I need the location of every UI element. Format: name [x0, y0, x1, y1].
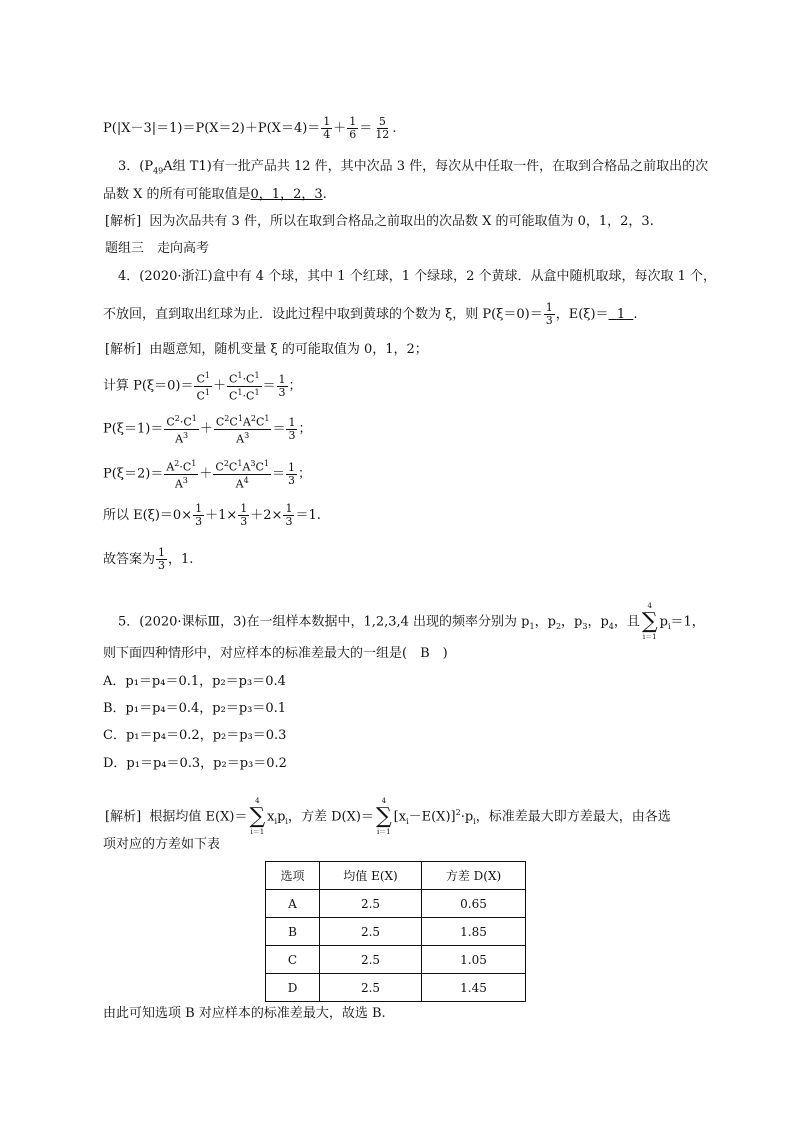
q5-option-b: B．p₁＝p₄＝0.4，p₂＝p₃＝0.1 — [103, 701, 287, 716]
group-heading: 题组三 走向高考 — [105, 241, 210, 256]
analysis-label: [解析] — [105, 214, 142, 229]
analysis-label: [解析] — [105, 809, 142, 825]
table-header: 选项 — [266, 862, 320, 890]
q4-line-1: 4．(2020·浙江)盒中有 4 个球，其中 1 个红球，1 个绿球，2 个黄球．从盒中随机取球，每次取 1 个， — [118, 269, 717, 284]
q4-answer: 故答案为 $\frac{1}{3}$ ，1. — [103, 546, 194, 572]
q5-conclusion: 由此可知选项 B 对应样本的标准差最大，故选 B. — [103, 1006, 386, 1021]
q4-answer-2: 1 — [616, 307, 626, 322]
q5-option-a: A．p₁＝p₄＝0.1，p₂＝p₃＝0.4 — [103, 674, 286, 689]
q3-answer: 0，1，2，3 — [250, 187, 323, 202]
q3-line-2: 品数 X 的所有可能取值是0，1，2，3. — [103, 187, 327, 202]
q3-line-1: 3．($P_{49}A$组 T1)有一批产品共 12 件，其中次品 3 件，每次从中任取一件，在取到合格品之前取出的次 — [118, 159, 709, 176]
table-cell: 2.5 — [320, 890, 422, 918]
fraction: $\frac{1}{6}$ — [349, 115, 357, 141]
q5-option-c: C．p₁＝p₄＝0.2，p₂＝p₃＝0.3 — [103, 728, 287, 743]
table-row — [266, 946, 526, 974]
fraction: $\frac{5}{12}$ — [375, 115, 390, 141]
table-cell: 0.65 — [422, 890, 526, 918]
table-header-row — [266, 862, 526, 890]
table-header: 方差 D(X) — [422, 862, 526, 890]
fraction: $\frac{1}{4}$ — [323, 115, 331, 141]
table-cell: B — [266, 918, 320, 946]
q5-line-1: 5．(2020·课标Ⅲ，3)在一组样本数据中，1,2,3,4 出现的频率分别为 $p_1$，$p_2$，$p_3$，$p_4$，且 4 ∑ i＝1 $p_i=1$， — [118, 602, 705, 641]
table-header: 均值 E(X) — [320, 862, 422, 890]
table-cell: 2.5 — [320, 974, 422, 1002]
table-row — [266, 918, 526, 946]
table-cell: A — [266, 890, 320, 918]
variance-table — [265, 861, 526, 1002]
table-cell: 1.85 — [422, 918, 526, 946]
q3-analysis: [解析] 因为次品共有 3 件，所以在取到合格品之前取出的次品数 X 的可能取值为 0，1，2，3. — [105, 214, 654, 229]
table-cell: C — [266, 946, 320, 974]
q4-line-2: 不放回，直到取出红球为止．设此过程中取到黄球的个数为 ξ，则 P(ξ＝0)＝ $\frac{1}{3}$ ，E(ξ)＝ 1 . — [103, 301, 638, 327]
sum-symbol: 4 ∑ i＝1 — [641, 602, 658, 641]
table-row — [266, 890, 526, 918]
q5-option-d: D．p₁＝p₄＝0.3，p₂＝p₃＝0.2 — [103, 756, 287, 771]
q4-analysis: [解析] 由题意知，随机变量 ξ 的可能取值为 0，1，2； — [105, 342, 428, 357]
eq-text: P(|X－3|＝1)＝P(X＝2)＋P(X＝4)＝ — [103, 121, 321, 136]
table-cell: D — [266, 974, 320, 1002]
table-cell: 1.05 — [422, 946, 526, 974]
equation-line-0: P(|X－3|＝1)＝P(X＝2)＋P(X＝4)＝ $\frac{1}{4}$ ＋ $\frac{1}{6}$ ＝ $\frac{5}{12}$ . — [103, 115, 397, 141]
q5-table-intro: 项对应的方差如下表 — [103, 837, 221, 852]
q5-line-2: 则下面四种情形中，对应样本的标准差最大的一组是( B ) — [103, 646, 448, 661]
q4-calc-2: P(ξ＝2)＝ $\frac{A^2\cdot C^1}{A^3}$ ＋ $\frac{C^2C^1A^3C^1}{A^4}$ ＝ $\frac{1}{3}$ ； — [103, 459, 312, 491]
table-cell: 2.5 — [320, 946, 422, 974]
table-cell: 1.45 — [422, 974, 526, 1002]
analysis-label: [解析] — [105, 342, 142, 357]
table-row — [266, 974, 526, 1002]
table-cell: 2.5 — [320, 918, 422, 946]
q5-analysis: [解析] 根据均值 E(X)＝ 4 ∑ i＝1 $x_ip_i$，方差 D(X)＝ 4 ∑ i＝1 $[x_i-E(X)]^2\cdot p_i$，标准差最大即方差最大，由各选 — [105, 797, 671, 836]
q4-expectation: 所以 E(ξ)＝0× $\frac{1}{3}$ ＋1× $\frac{1}{3}$ ＋2× $\frac{1}{3}$ ＝1. — [103, 502, 321, 528]
q4-calc-1: P(ξ＝1)＝ $\frac{C^2\cdot C^1}{A^3}$ ＋ $\frac{C^2C^1A^2C^1}{A^3}$ ＝ $\frac{1}{3}$ ； — [103, 414, 312, 446]
q4-answer-1: $\frac{1}{3}$ — [545, 301, 553, 327]
q4-calc-0: 计算 P(ξ＝0)＝ $\frac{C^1}{C^1}$ ＋ $\frac{C^1\cdot C^1}{C^1\cdot C^1}$ ＝ $\frac{1}{3}$ ； — [103, 371, 302, 403]
